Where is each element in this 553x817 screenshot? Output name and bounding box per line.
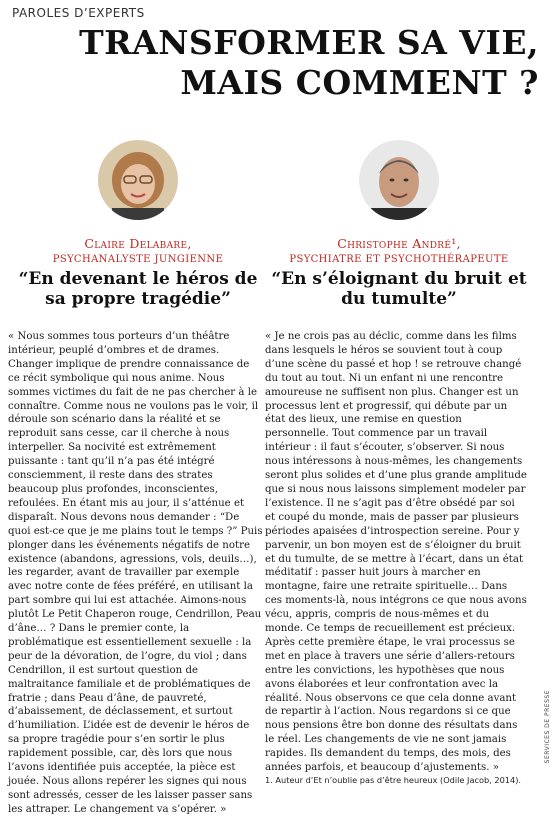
page-title-line-1: TRANSFORMER SA VIE, xyxy=(79,23,539,62)
body-paragraph: « Nous sommes tous porteurs d’un théâtre intérieur, peuplé d’ombres et de drames. Changer implique de prendre connaissance de ce récit symbolique qui nous anime. Nous sommes victimes du fait de ne pas chercher à le connaître. Comme nous ne voulons pas le voir, il déroule son scénario dans la réalité et se reproduit sans cesse, car il cherche à nous interpeller. Sa nocivité est extrêmement puissante : tant qu’il n’a pas été intégré consciemment, il reste dans des strates beaucoup plus profondes, inconscientes, refoulées. En étant mis au jour, il s’atténue et disparaît. Nous devons nous demander : “De quoi est-ce que je me plains tout le temps ?” Puis plonger dans les événements négatifs de notre existence (abandons, agressions, vols, deuils…), les regarder, avant de travailler par exemple avec notre conte de fées préféré, en utilisant la part sombre qui lui est attachée. Aimons-nous plutôt Le Petit Chaperon rouge, Cendrillon, Peau d’âne… ? Dans le premier conte, la problématique est essentiellement sexuelle : la peur de la dévoration, de l’ogre, du viol ; dans Cendrillon, il est surtout question de maltraitance familiale et de problématiques de fratrie ; dans Peau d’âne, de pauvreté, d’abaissement, de déclassement, et surtout d’humiliation. L’idée est de devenir le héros de sa propre tragédie pour s’en sortir le plus rapidement possible, car, dès lors que nous l’avons identifiée puis acceptée, la pièce est jouée. Nous allons repérer les signes qui nous sont adressés, cesser de les laisser passer sans les attraper. Le changement va s’opérer. » xyxy=(8,331,263,815)
expert-column-left xyxy=(8,140,268,309)
expert-quote: “En s’éloignant du bruit et du tumulte” xyxy=(271,269,527,309)
photo-credit: SERVICES DE PRESSE xyxy=(544,690,551,764)
expert-quote: “En devenant le héros de sa propre tragédie” xyxy=(18,269,258,309)
portrait-image xyxy=(359,140,439,220)
avatar-christophe-andre xyxy=(359,140,439,220)
article-body-left xyxy=(8,330,263,817)
footnote: 1. Auteur d’Et n’oublie pas d’être heureux (Odile Jacob, 2014). xyxy=(265,775,522,785)
section-kicker: PAROLES D’EXPERTS xyxy=(12,6,145,20)
expert-name: Claire Delabare, xyxy=(84,236,192,251)
expert-role: PSYCHANALYSTE JUNGIENNE xyxy=(52,254,224,265)
expert-column-right xyxy=(264,140,534,309)
expert-role: PSYCHIATRE ET PSYCHOTHÉRAPEUTE xyxy=(289,254,509,265)
page-title-line-2: MAIS COMMENT ? xyxy=(180,63,539,102)
body-paragraph: « Je ne crois pas au déclic, comme dans les films dans lesquels le héros se souvient tout à coup d’une scène du passé et hop ! se retrouve changé du tout au tout. Ni un enfant ni une rencontre amoureuse ne suffisent non plus. Changer est un processus lent et progressif, qui débute par un état des lieux, une remise en question personnelle. Tout commence par un travail intérieur : il faut s’écouter, s’observer. Si nous nous intéressons à nous-mêmes, les changements seront plus solides et d’une plus grande amplitude que si nous nous laissons simplement modeler par l’existence. Il ne s’agit pas d’être obsédé par soi et coupé du monde, mais de passer par plusieurs périodes apaisées d’introspection sereine. Pour y parvenir, un bon moyen est de s’éloigner du bruit et du tumulte, de se mettre à l’écart, dans un état méditatif : passer huit jours à marcher en montagne, faire une retraite spirituelle… Dans ces moments-là, nous intégrons ce que nous avons vécu, appris, compris de nous-mêmes et du monde. Ce temps de recueillement est précieux. Après cette première étape, le vrai processus se met en place à travers une série d’allers-retours entre les convictions, les hypothèses que nous avons élaborées et leur confrontation avec la réalité. Nous observons ce que cela donne avant de repartir à l’action. Nous regardons si ce que nous pensions être bon donne des résultats dans le réel. Les changements de vie ne sont jamais rapides. Ils demandent du temps, des mois, des années parfois, et beaucoup d’ajustements. » xyxy=(265,331,527,774)
expert-name: Christophe André¹, xyxy=(337,236,461,251)
article-body-right xyxy=(265,330,527,775)
avatar-claire-delabare xyxy=(98,140,178,220)
portrait-image xyxy=(98,140,178,220)
